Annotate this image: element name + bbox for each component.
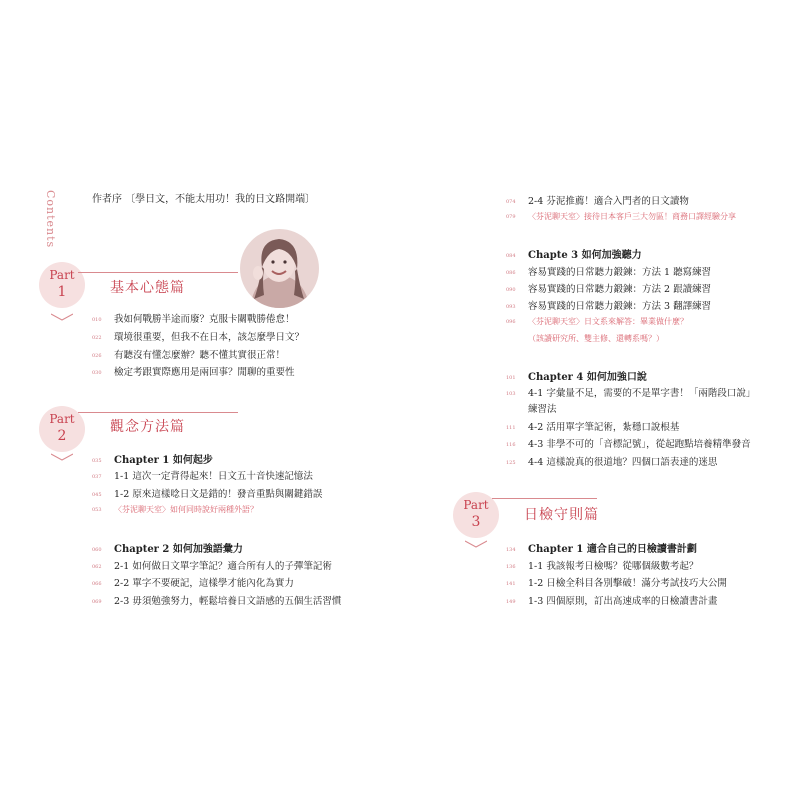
chapter-3-heading: 084 Chapte 3 如何加強聽力 bbox=[506, 250, 642, 261]
toc-line-chatroom: 096 〈芬泥聊天室〉日文系來解答：畢業做什麼？ bbox=[506, 317, 688, 326]
toc-line: 086 容易實踐的日常聽力鍛鍊：方法 1 聽寫練習 bbox=[506, 267, 712, 278]
part-1-tick bbox=[51, 313, 73, 321]
toc-line: 093 容易實踐的日常聽力鍛鍊：方法 3 翻譯練習 bbox=[506, 301, 712, 312]
toc-line: 030 檢定考跟實際應用是兩回事？閒聊的重要性 bbox=[92, 367, 295, 378]
toc-line: 074 2-4 芬泥推薦！適合入門者的日文讀物 bbox=[506, 196, 689, 207]
toc-line: 136 1-1 我該報考日檢嗎？從哪個級數考起？ bbox=[506, 561, 699, 572]
toc-line: 045 1-2 原來這樣唸日文是錯的！發音重點與關鍵錯誤 bbox=[92, 489, 323, 500]
author-photo bbox=[240, 229, 319, 308]
part-2-tick bbox=[51, 453, 73, 461]
toc-line: 037 1-1 這次一定背得起來！日文五十音快速記憶法 bbox=[92, 471, 313, 482]
toc-line-cont: 練習法 bbox=[528, 404, 557, 415]
chapter-4-heading: 101 Chapter 4 如何加強口說 bbox=[506, 372, 647, 383]
part-2-word: Part bbox=[49, 412, 75, 426]
toc-line: 026 有聽沒有懂怎麼辦？聽不懂其實很正常！ bbox=[92, 350, 286, 361]
part-1-title: 基本心態篇 bbox=[110, 280, 185, 296]
part-2-rule bbox=[78, 412, 238, 413]
toc-line: 125 4-4 這樣說真的很道地？四個口語表達的迷思 bbox=[506, 457, 718, 468]
toc-line: 116 4-3 非學不可的「音標記號」，從起跑點培養精準發音 bbox=[506, 439, 751, 450]
part-3-rule bbox=[492, 498, 597, 499]
chapter-2-heading: 060 Chapter 2 如何加強語彙力 bbox=[92, 544, 243, 555]
toc-line: 149 1-3 四個原則，訂出高速成率的日檢讀書計畫 bbox=[506, 596, 718, 607]
part-3-word: Part bbox=[463, 498, 489, 512]
part-3-chapter-1-heading: 134 Chapter 1 適合自己的日檢讀書計劃 bbox=[506, 544, 697, 555]
toc-line-chatroom-cont: （該讀研究所、雙主修、還轉系嗎？） bbox=[528, 334, 664, 343]
part-1-rule bbox=[78, 272, 238, 273]
toc-line: 103 4-1 字彙量不足，需要的不是單字書！「兩階段口說」 bbox=[506, 388, 756, 399]
toc-line: 069 2-3 毋須勉強努力，輕鬆培養日文語感的五個生活習慣 bbox=[92, 596, 342, 607]
preface-entry: 作者序 〔學日文，不能太用功！我的日文路開端〕 bbox=[92, 194, 316, 205]
toc-line: 090 容易實踐的日常聽力鍛鍊：方法 2 跟讀練習 bbox=[506, 284, 712, 295]
toc-line: 111 4-2 活用單字筆記術，紮穩口說根基 bbox=[506, 422, 680, 433]
part-3-number: 3 bbox=[471, 514, 481, 530]
part-1-number: 1 bbox=[57, 284, 67, 300]
part-2-title: 觀念方法篇 bbox=[110, 419, 185, 435]
toc-line: 022 環境很重要，但我不在日本，該怎麼學日文？ bbox=[92, 332, 305, 343]
toc-line-chatroom: 053 〈芬泥聊天室〉如何同時說好兩種外語？ bbox=[92, 505, 258, 514]
chapter-1-heading: 035 Chapter 1 如何起步 bbox=[92, 455, 213, 466]
part-3-tick bbox=[465, 540, 487, 548]
contents-label: Contents bbox=[44, 190, 57, 249]
part-1-badge bbox=[39, 262, 85, 308]
part-1-word: Part bbox=[49, 268, 75, 282]
toc-line: 010 我如何戰勝半途而廢？克服卡關戰勝倦怠！ bbox=[92, 314, 295, 325]
toc-line: 141 1-2 日檢全科目各別擊破！滿分考試技巧大公開 bbox=[506, 578, 727, 589]
part-2-number: 2 bbox=[57, 428, 67, 444]
toc-line: 066 2-2 單字不要硬記，這樣學才能內化為實力 bbox=[92, 578, 294, 589]
toc-line-chatroom: 079 〈芬泥聊天室〉接待日本客戶三大勿區！商務口譯經驗分享 bbox=[506, 212, 736, 221]
toc-line: 062 2-1 如何做日文單字筆記？適合所有人的子彈筆記術 bbox=[92, 561, 332, 572]
part-3-title: 日檢守則篇 bbox=[524, 507, 599, 523]
